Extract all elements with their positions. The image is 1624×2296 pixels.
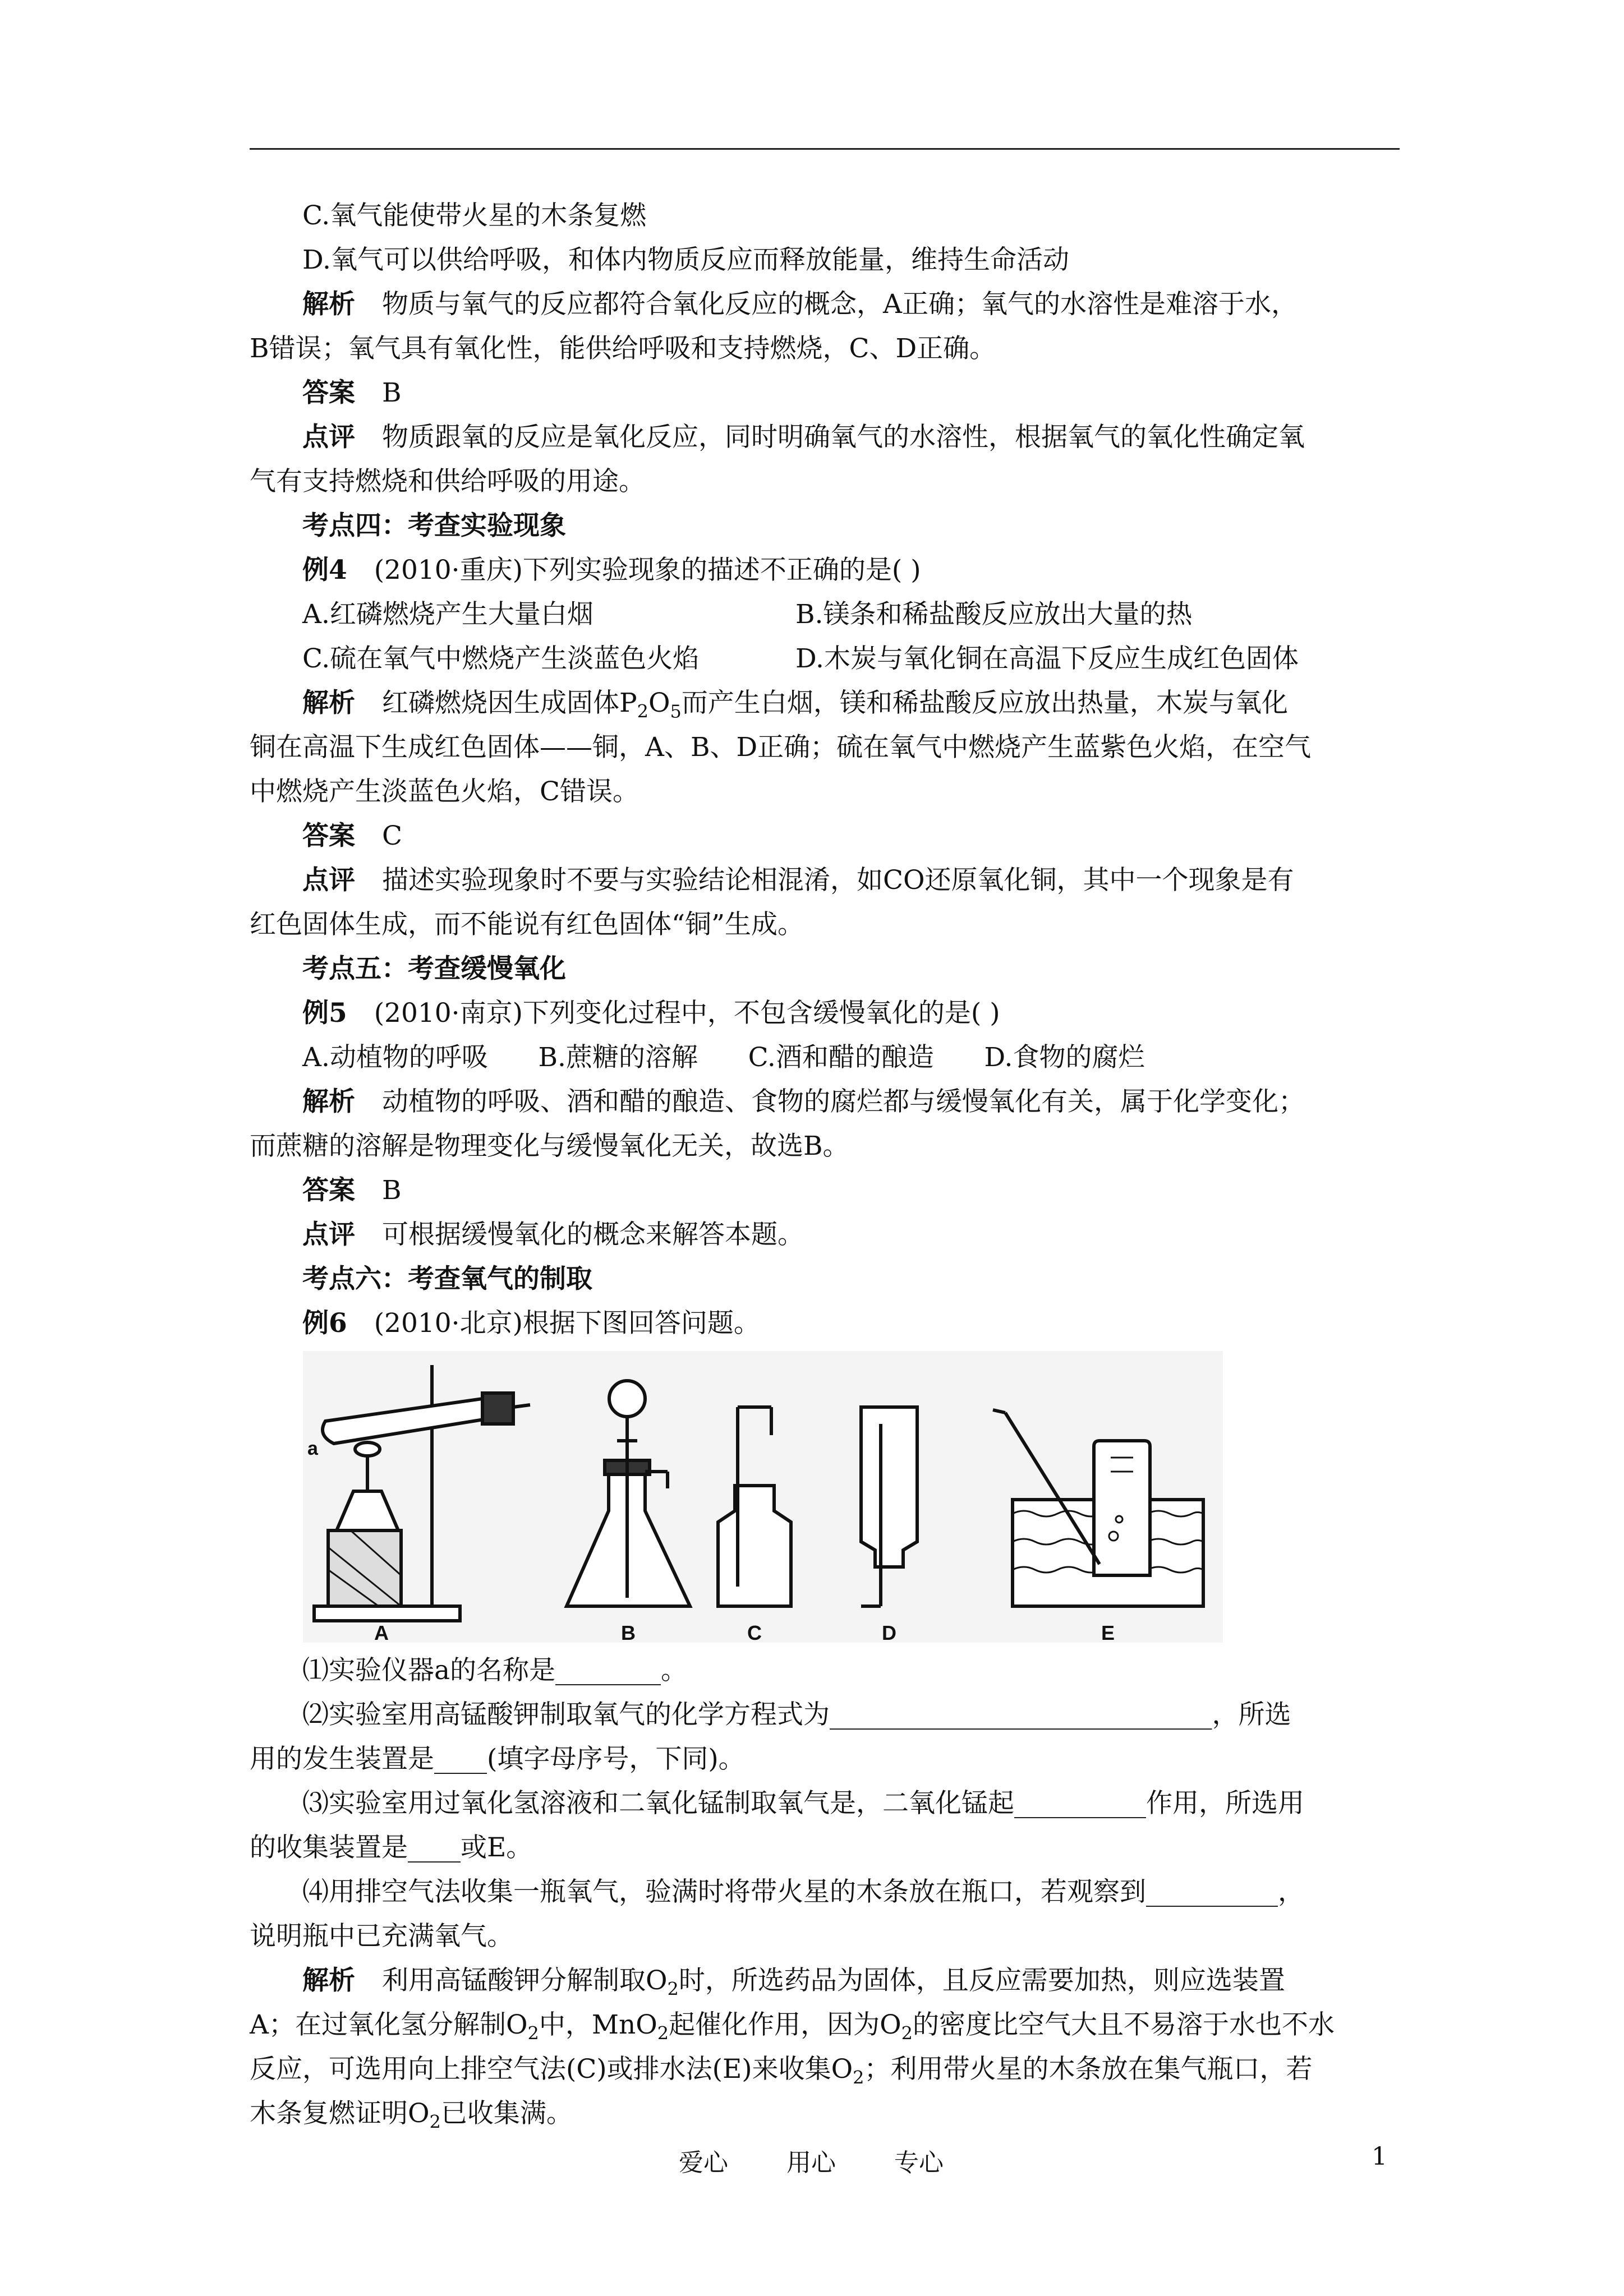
analysis-label: 解析 (302, 1086, 355, 1117)
analysis-4-line-3: 中燃烧产生淡蓝色火焰，C错误。 (250, 776, 639, 807)
question-3-line-2: 的收集装置是____或E。 (250, 1832, 533, 1863)
example-4-options-cd (250, 637, 1400, 681)
analysis-4-line-2: 铜在高温下生成红色固体——铜，A、B、D正确；硫在氧气中燃烧产生蓝紫色火焰，在空气 (250, 732, 1312, 763)
header-rule (250, 148, 1400, 150)
analysis-4-line-1 (250, 681, 1400, 725)
footer-motto (679, 2142, 994, 2178)
example-4-stem (250, 548, 1400, 592)
example-5-text: (2010·南京)下列变化过程中，不包含缓慢氧化的是( ) (374, 998, 1000, 1029)
example-4-options-ab (250, 592, 1400, 637)
page-number: 1 (1372, 2142, 1387, 2171)
analysis-6-text-3b: ；利用带火星的木条放在集气瓶口，若 (864, 2054, 1313, 2085)
point-4-heading: 考点四：考查实验现象 (302, 510, 566, 541)
review-4-line-2: 红色固体生成，而不能说有红色固体“铜”生成。 (250, 909, 804, 940)
label-apparatus-d: D (882, 1621, 896, 1643)
example-5-stem (250, 991, 1400, 1035)
analysis-6-text-4a: 木条复燃证明O (250, 2098, 430, 2129)
analysis-6-text-3a: 反应，可选用向上排空气法(C)或排水法(E)来收集O (250, 2054, 853, 2085)
question-4-line-1: ⑷用排空气法收集一瓶氧气，验满时将带火星的木条放在瓶口，若观察到__________， (302, 1877, 1304, 1907)
review-3-line-1 (250, 415, 1400, 459)
answer-4-value: C (382, 820, 402, 851)
example-4-option-d: D.木炭与氧化铜在高温下反应生成红色固体 (795, 643, 1299, 674)
subscript: 2 (657, 2022, 669, 2044)
point-5-heading: 考点五：考查缓慢氧化 (302, 953, 566, 984)
review-4-text-1: 描述实验现象时不要与实验结论相混淆，如CO还原氧化铜，其中一个现象是有 (382, 865, 1294, 896)
analysis-label: 解析 (302, 688, 355, 718)
answer-5-value: B (382, 1175, 402, 1206)
formula-o: O (648, 688, 670, 718)
review-4-line-1 (250, 858, 1400, 902)
point-6-heading: 考点六：考查氧气的制取 (302, 1264, 592, 1294)
analysis-6-line-1 (250, 1958, 1400, 2003)
answer-5 (250, 1168, 1400, 1212)
review-label: 点评 (302, 1219, 355, 1250)
example-4-label: 例4 (302, 555, 347, 585)
analysis-5-text-1: 动植物的呼吸、酒和醋的酿造、食物的腐烂都与缓慢氧化有关，属于化学变化； (382, 1086, 1305, 1117)
analysis-6-text-1b: 时，所选药品为固体，且反应需要加热，则应选装置 (678, 1965, 1285, 1996)
analysis-label: 解析 (302, 289, 355, 320)
analysis-6-text-1a: 利用高锰酸钾分解制取O (382, 1965, 668, 1996)
example-5-label: 例5 (302, 998, 347, 1029)
example-4-option-c: C.硫在氧气中燃烧产生淡蓝色火焰 (302, 643, 700, 674)
analysis-3-text-1: 物质与氧气的反应都符合氧化反应的概念，A正确；氧气的水溶性是难溶于水， (382, 289, 1298, 320)
footer-item: 专心 (894, 2149, 944, 2177)
answer-3-value: B (382, 377, 402, 408)
apparatus-drawing (303, 1351, 1223, 1643)
subscript: 2 (853, 2067, 864, 2088)
analysis-6-text-2a: A；在过氧化氢分解制O (250, 2009, 528, 2040)
example-4-option-b: B.镁条和稀盐酸反应放出大量的热 (795, 599, 1193, 630)
analysis-4-text-1a: 红磷燃烧因生成固体P (382, 688, 637, 718)
review-3-line-2: 气有支持燃烧和供给呼吸的用途。 (250, 466, 645, 497)
label-apparatus-b: B (621, 1621, 636, 1643)
footer-item: 爱心 (679, 2149, 728, 2177)
analysis-6-line-4 (250, 2091, 1400, 2136)
subscript: 2 (527, 2022, 539, 2044)
footer-item: 用心 (786, 2149, 836, 2177)
document-body (250, 193, 1400, 2136)
analysis-3-line-1 (250, 282, 1400, 326)
analysis-6-text-4b: 已收集满。 (440, 2098, 573, 2129)
review-5 (250, 1212, 1400, 1257)
subscript: 2 (429, 2111, 441, 2133)
analysis-5-line-2: 而蔗糖的溶解是物理变化与缓慢氧化无关，故选B。 (250, 1131, 849, 1161)
answer-label: 答案 (302, 820, 355, 851)
question-2-line-1: ⑵实验室用高锰酸钾制取氧气的化学方程式为_____________________________，所选 (302, 1699, 1291, 1730)
analysis-6-line-3 (250, 2047, 1400, 2091)
question-1: ⑴实验仪器a的名称是________。 (302, 1655, 688, 1686)
label-apparatus-a: A (374, 1621, 389, 1643)
subscript: 2 (637, 700, 648, 722)
example-6-text: (2010·北京)根据下图回答问题。 (374, 1308, 760, 1339)
review-3-text-1: 物质跟氧的反应是氧化反应，同时明确氧气的水溶性，根据氧气的氧化性确定氧 (382, 422, 1305, 453)
subscript: 2 (901, 2022, 913, 2044)
analysis-4-text-1b: 而产生白烟，镁和稀盐酸反应放出热量，木炭与氧化 (681, 688, 1288, 718)
analysis-5-line-1 (250, 1080, 1400, 1124)
apparatus-figure (303, 1351, 1223, 1643)
example-4-option-a: A.红磷燃烧产生大量白烟 (302, 599, 594, 630)
example-6-label: 例6 (302, 1308, 347, 1339)
label-a-pointer: a (307, 1438, 318, 1459)
review-5-text: 可根据缓慢氧化的概念来解答本题。 (382, 1219, 804, 1250)
option-c: C.氧气能使带火星的木条复燃 (302, 200, 647, 231)
question-4-line-2: 说明瓶中已充满氧气。 (250, 1921, 513, 1952)
analysis-label: 解析 (302, 1965, 355, 1996)
subscript: 2 (667, 1978, 679, 2000)
question-2-line-2: 用的发生装置是____(填字母序号，下同)。 (250, 1744, 745, 1774)
example-6-stem (250, 1301, 1400, 1345)
review-label: 点评 (302, 865, 355, 896)
analysis-6-text-2d: 的密度比空气大且不易溶于水也不水 (913, 2009, 1335, 2040)
label-apparatus-e: E (1101, 1621, 1115, 1643)
analysis-3-line-2: B错误；氧气具有氧化性，能供给呼吸和支持燃烧，C、D正确。 (250, 333, 996, 364)
answer-3 (250, 371, 1400, 415)
analysis-6-text-2c: 起催化作用，因为O (669, 2009, 901, 2040)
option-d: D.氧气可以供给呼吸，和体内物质反应而释放能量，维持生命活动 (302, 245, 1069, 275)
example-5-options: A.动植物的呼吸 B.蔗糖的溶解 C.酒和醋的酿造 D.食物的腐烂 (302, 1042, 1145, 1073)
question-3-line-1: ⑶实验室用过氧化氢溶液和二氧化锰制取氧气是，二氧化锰起__________作用，所选用 (302, 1788, 1304, 1819)
answer-4 (250, 814, 1400, 858)
example-4-text: (2010·重庆)下列实验现象的描述不正确的是( ) (374, 555, 921, 585)
analysis-6-text-2b: 中，MnO (539, 2009, 657, 2040)
subscript: 5 (670, 700, 682, 722)
review-label: 点评 (302, 422, 355, 453)
analysis-6-line-2 (250, 2003, 1400, 2047)
answer-label: 答案 (302, 1175, 355, 1206)
label-apparatus-c: C (747, 1621, 762, 1643)
answer-label: 答案 (302, 377, 355, 408)
